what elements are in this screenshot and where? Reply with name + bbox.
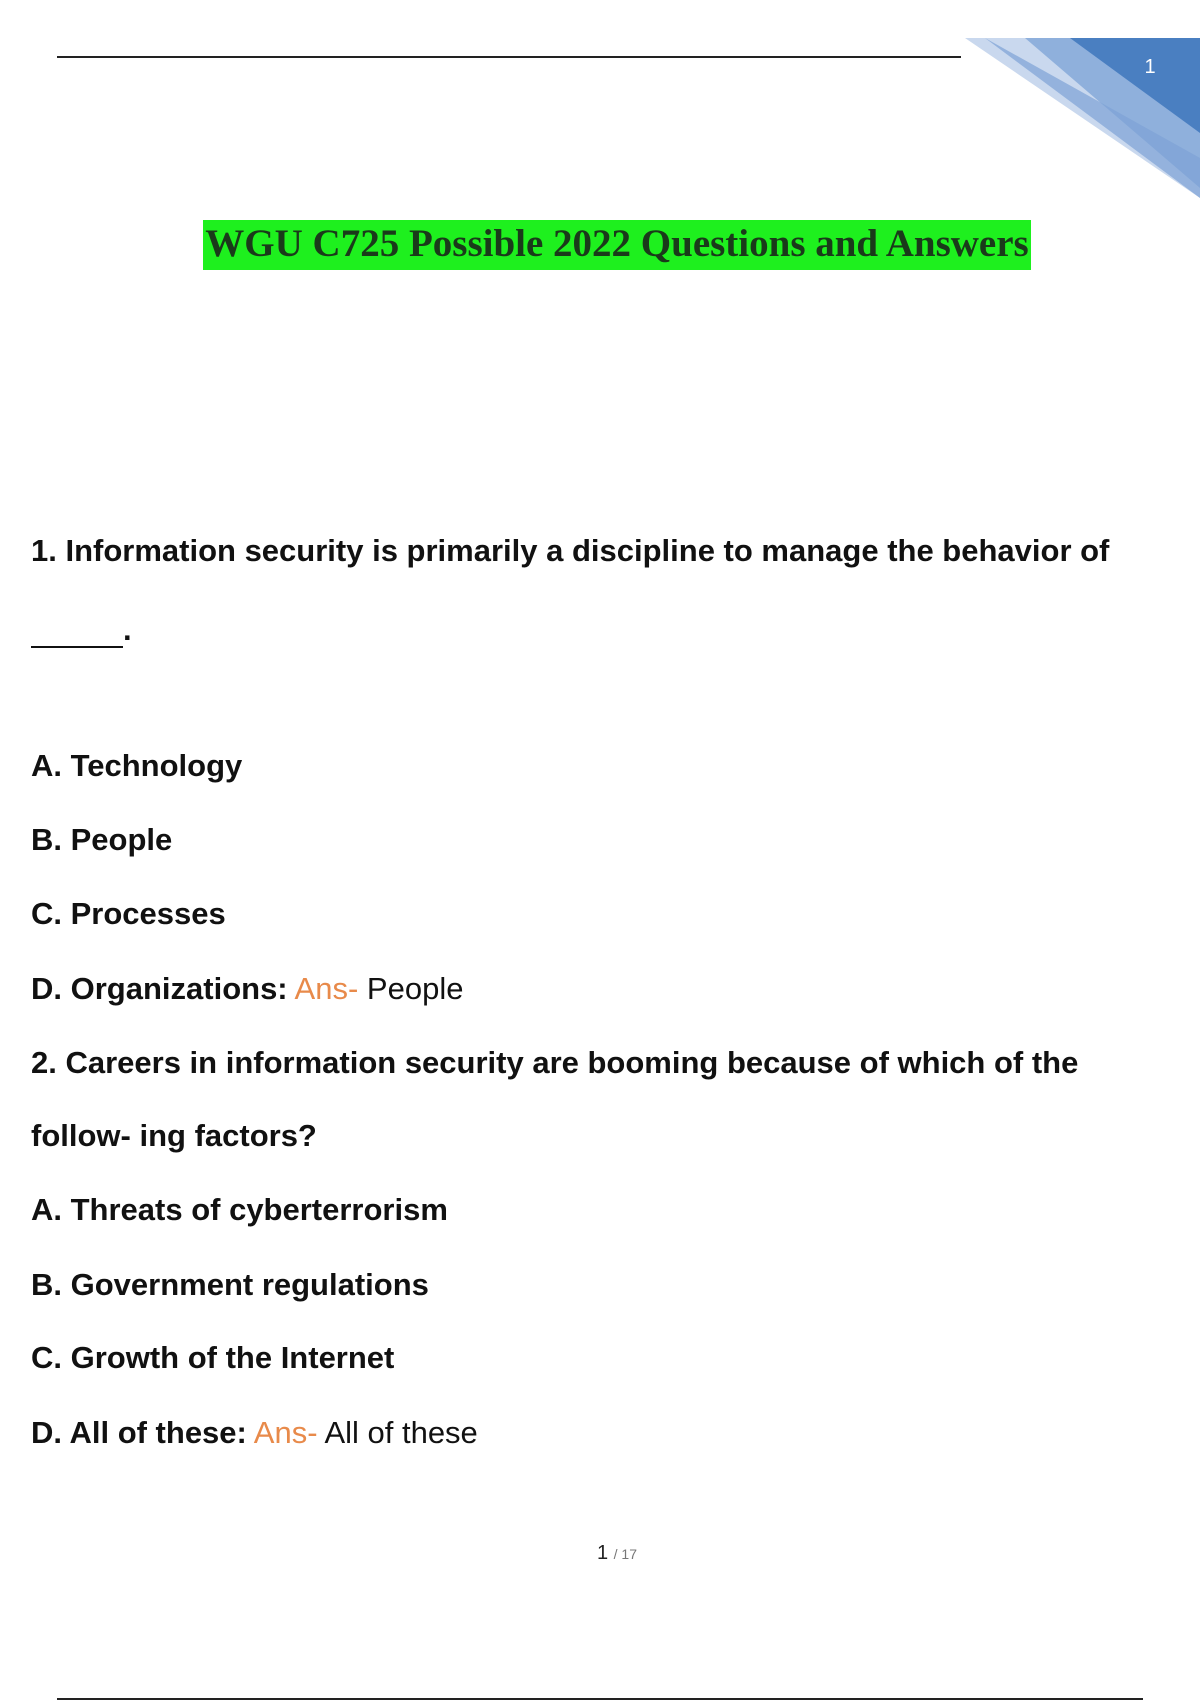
question-1-option-a: A. Technology: [31, 748, 243, 783]
corner-page-number: 1: [1144, 56, 1156, 78]
question-1-period: .: [123, 612, 132, 647]
question-1-blank-line: [31, 612, 132, 648]
question-1-option-d-label: D. Organizations:: [31, 971, 288, 1006]
question-2-option-b: B. Government regulations: [31, 1267, 429, 1302]
question-1-option-d: [31, 971, 463, 1007]
page-indicator: [0, 1542, 1200, 1565]
question-1-stem: 1. Information security is primarily a discipline to manage the behavior of: [31, 533, 1110, 568]
question-1-option-b: B. People: [31, 822, 173, 857]
answer-label: Ans-: [253, 1415, 318, 1450]
corner-triangles-graphic: [965, 38, 1200, 198]
question-2-stem-continued: follow- ing factors?: [31, 1118, 317, 1153]
question-2-option-d-label: D. All of these:: [31, 1415, 247, 1450]
question-2-option-d: [31, 1415, 478, 1451]
question-1-option-c: C. Processes: [31, 896, 226, 931]
question-2-option-c: C. Growth of the Internet: [31, 1340, 395, 1375]
document-title-wrap: [0, 220, 1200, 270]
document-title: WGU C725 Possible 2022 Questions and Answers: [203, 220, 1030, 270]
current-page-number: 1: [596, 1542, 609, 1564]
answer-value: People: [366, 971, 464, 1006]
answer-value: All of these: [324, 1415, 478, 1450]
answer-label: Ans-: [294, 971, 359, 1006]
total-pages: / 17: [613, 1546, 638, 1562]
header-rule: [57, 56, 961, 58]
question-2-option-a: A. Threats of cyberterrorism: [31, 1192, 448, 1227]
answer-blank: [31, 620, 123, 648]
question-2-stem: 2. Careers in information security are booming because of which of the: [31, 1045, 1079, 1080]
corner-decoration: [965, 38, 1200, 198]
